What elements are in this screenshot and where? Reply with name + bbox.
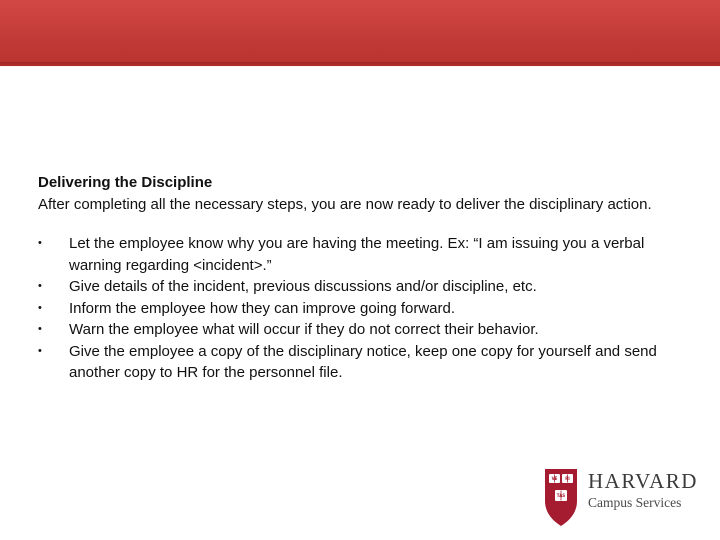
slide-body xyxy=(38,172,688,384)
bullet-icon: • xyxy=(38,280,42,292)
steps-list xyxy=(38,233,688,384)
list-item xyxy=(38,233,688,276)
section-heading: Delivering the Discipline xyxy=(38,174,213,191)
logo-title: HARVARD xyxy=(588,469,698,493)
logo-subtitle: Campus Services xyxy=(588,495,682,510)
bullet-icon: • xyxy=(38,323,42,335)
list-item-text: Give details of the incident, previous discussions and/or discipline, etc. xyxy=(69,278,537,295)
list-item xyxy=(38,341,688,384)
bullet-icon: • xyxy=(38,344,42,357)
bullet-icon: • xyxy=(38,301,42,314)
list-item-text: Give the employee a copy of the disciplinary notice, keep one copy for yourself and send another copy to HR for the personnel file. xyxy=(69,342,657,381)
list-item-text: Warn the employee what will occur if they do not correct their behavior. xyxy=(69,321,539,338)
harvard-campus-services-logo xyxy=(544,467,698,529)
shield-motto-tas: TAS xyxy=(556,493,566,499)
list-item xyxy=(38,276,688,298)
header-band xyxy=(0,0,720,66)
harvard-shield-icon xyxy=(544,467,578,527)
list-item xyxy=(38,319,688,341)
list-item xyxy=(38,298,688,320)
header-band-shadow xyxy=(0,62,720,67)
logo-wordmark xyxy=(588,469,698,511)
shield-motto-ri: RI xyxy=(565,476,570,482)
list-item-text: Inform the employee how they can improve going forward. xyxy=(69,299,456,317)
list-item-text: Let the employee know why you are having the meeting. Ex: “I am issuing you a verbal warning regarding <incident>.” xyxy=(69,235,645,274)
bullet-icon: • xyxy=(38,237,42,249)
shield-motto-ve: VE xyxy=(551,476,558,482)
intro-paragraph: After completing all the necessary steps, you are now ready to deliver the disciplinary action. xyxy=(38,195,652,213)
